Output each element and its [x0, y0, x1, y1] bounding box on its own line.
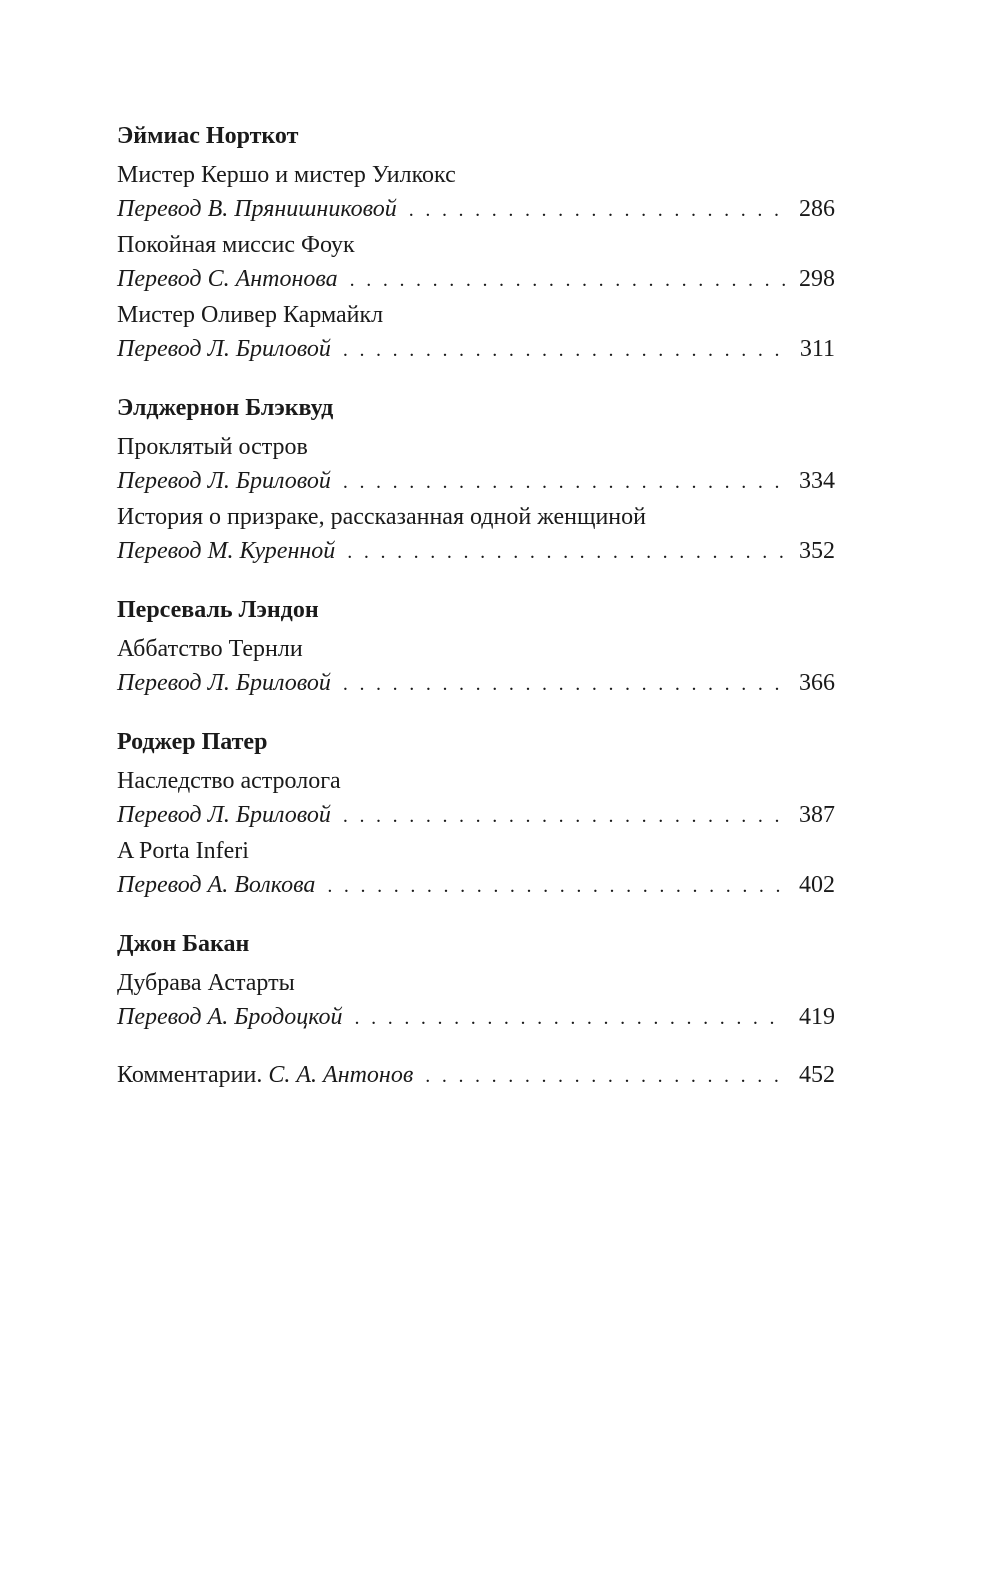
- translation-line: [117, 262, 835, 298]
- translator-credit: Перевод Л. Бриловой: [117, 468, 331, 494]
- toc-entry: [117, 764, 835, 834]
- author-heading: Джон Бакан: [117, 931, 250, 957]
- author-heading: Персеваль Лэндон: [117, 597, 319, 623]
- leader-dots: [409, 193, 787, 228]
- leader-dots: [327, 869, 787, 904]
- author-heading: Элджернон Блэквуд: [117, 395, 334, 421]
- toc-entry: [117, 430, 835, 500]
- toc-entry: [117, 298, 835, 368]
- translation-line: [117, 1000, 835, 1036]
- translator-credit: Перевод Л. Бриловой: [117, 336, 331, 362]
- story-title: Мистер Оливер Кармайкл: [117, 302, 384, 328]
- page-number: 352: [799, 538, 835, 564]
- page-number: 366: [799, 670, 835, 696]
- toc-section: [117, 592, 835, 702]
- page-number: 286: [799, 196, 835, 222]
- author-heading: Эймиас Норткот: [117, 123, 299, 149]
- story-title: Покойная миссис Фоук: [117, 232, 355, 258]
- page-number: 334: [799, 468, 835, 494]
- page-number: 402: [799, 872, 835, 898]
- page-number: 298: [799, 266, 835, 292]
- translation-line: [117, 534, 835, 570]
- leader-dots: [425, 1059, 787, 1094]
- toc-section: [117, 390, 835, 570]
- story-title: История о призраке, рассказанная одной женщиной: [117, 504, 646, 530]
- comments-entry: [117, 1058, 835, 1094]
- toc-entry: [117, 500, 835, 570]
- author-heading: Роджер Патер: [117, 729, 268, 755]
- translation-line: [117, 332, 835, 368]
- leader-dots: [343, 799, 787, 834]
- toc-section: [117, 118, 835, 368]
- comments-credit: [117, 1058, 413, 1093]
- story-title: Дубрава Астарты: [117, 970, 295, 996]
- page-number: 452: [799, 1062, 835, 1088]
- toc-entry: [117, 834, 835, 904]
- toc-entry: [117, 228, 835, 298]
- translation-line: [117, 798, 835, 834]
- translation-line: [117, 868, 835, 904]
- translator-credit: Перевод Л. Бриловой: [117, 802, 331, 828]
- story-title: Проклятый остров: [117, 434, 308, 460]
- table-of-contents: [117, 118, 835, 1094]
- translation-line: [117, 464, 835, 500]
- translator-credit: Перевод М. Куренной: [117, 538, 336, 564]
- toc-entry: [117, 158, 835, 228]
- page-number: 387: [799, 802, 835, 828]
- translation-line: [117, 666, 835, 702]
- leader-dots: [343, 333, 788, 368]
- leader-dots: [350, 263, 787, 298]
- leader-dots: [347, 535, 787, 570]
- translator-credit: Перевод В. Прянишниковой: [117, 196, 397, 222]
- page-number: 311: [799, 336, 835, 362]
- translator-credit: Перевод С. Антонова: [117, 266, 338, 292]
- comments-author: С. А. Антонов: [268, 1062, 414, 1088]
- story-title: A Porta Inferi: [117, 838, 249, 864]
- toc-entry: [117, 966, 835, 1036]
- toc-entry: [117, 632, 835, 702]
- translator-credit: Перевод А. Волкова: [117, 872, 316, 898]
- leader-dots: [343, 667, 787, 702]
- page-number: 419: [799, 1004, 835, 1030]
- leader-dots: [343, 465, 787, 500]
- translator-credit: Перевод Л. Бриловой: [117, 670, 331, 696]
- story-title: Наследство астролога: [117, 768, 341, 794]
- comments-line: [117, 1058, 835, 1094]
- story-title: Аббатство Тернли: [117, 636, 303, 662]
- translator-credit: Перевод А. Бродоцкой: [117, 1004, 343, 1030]
- leader-dots: [355, 1001, 787, 1036]
- translation-line: [117, 192, 835, 228]
- toc-section: [117, 724, 835, 904]
- story-title: Мистер Кершо и мистер Уилкокс: [117, 162, 456, 188]
- toc-section: [117, 926, 835, 1036]
- comments-label: Комментарии.: [117, 1062, 263, 1088]
